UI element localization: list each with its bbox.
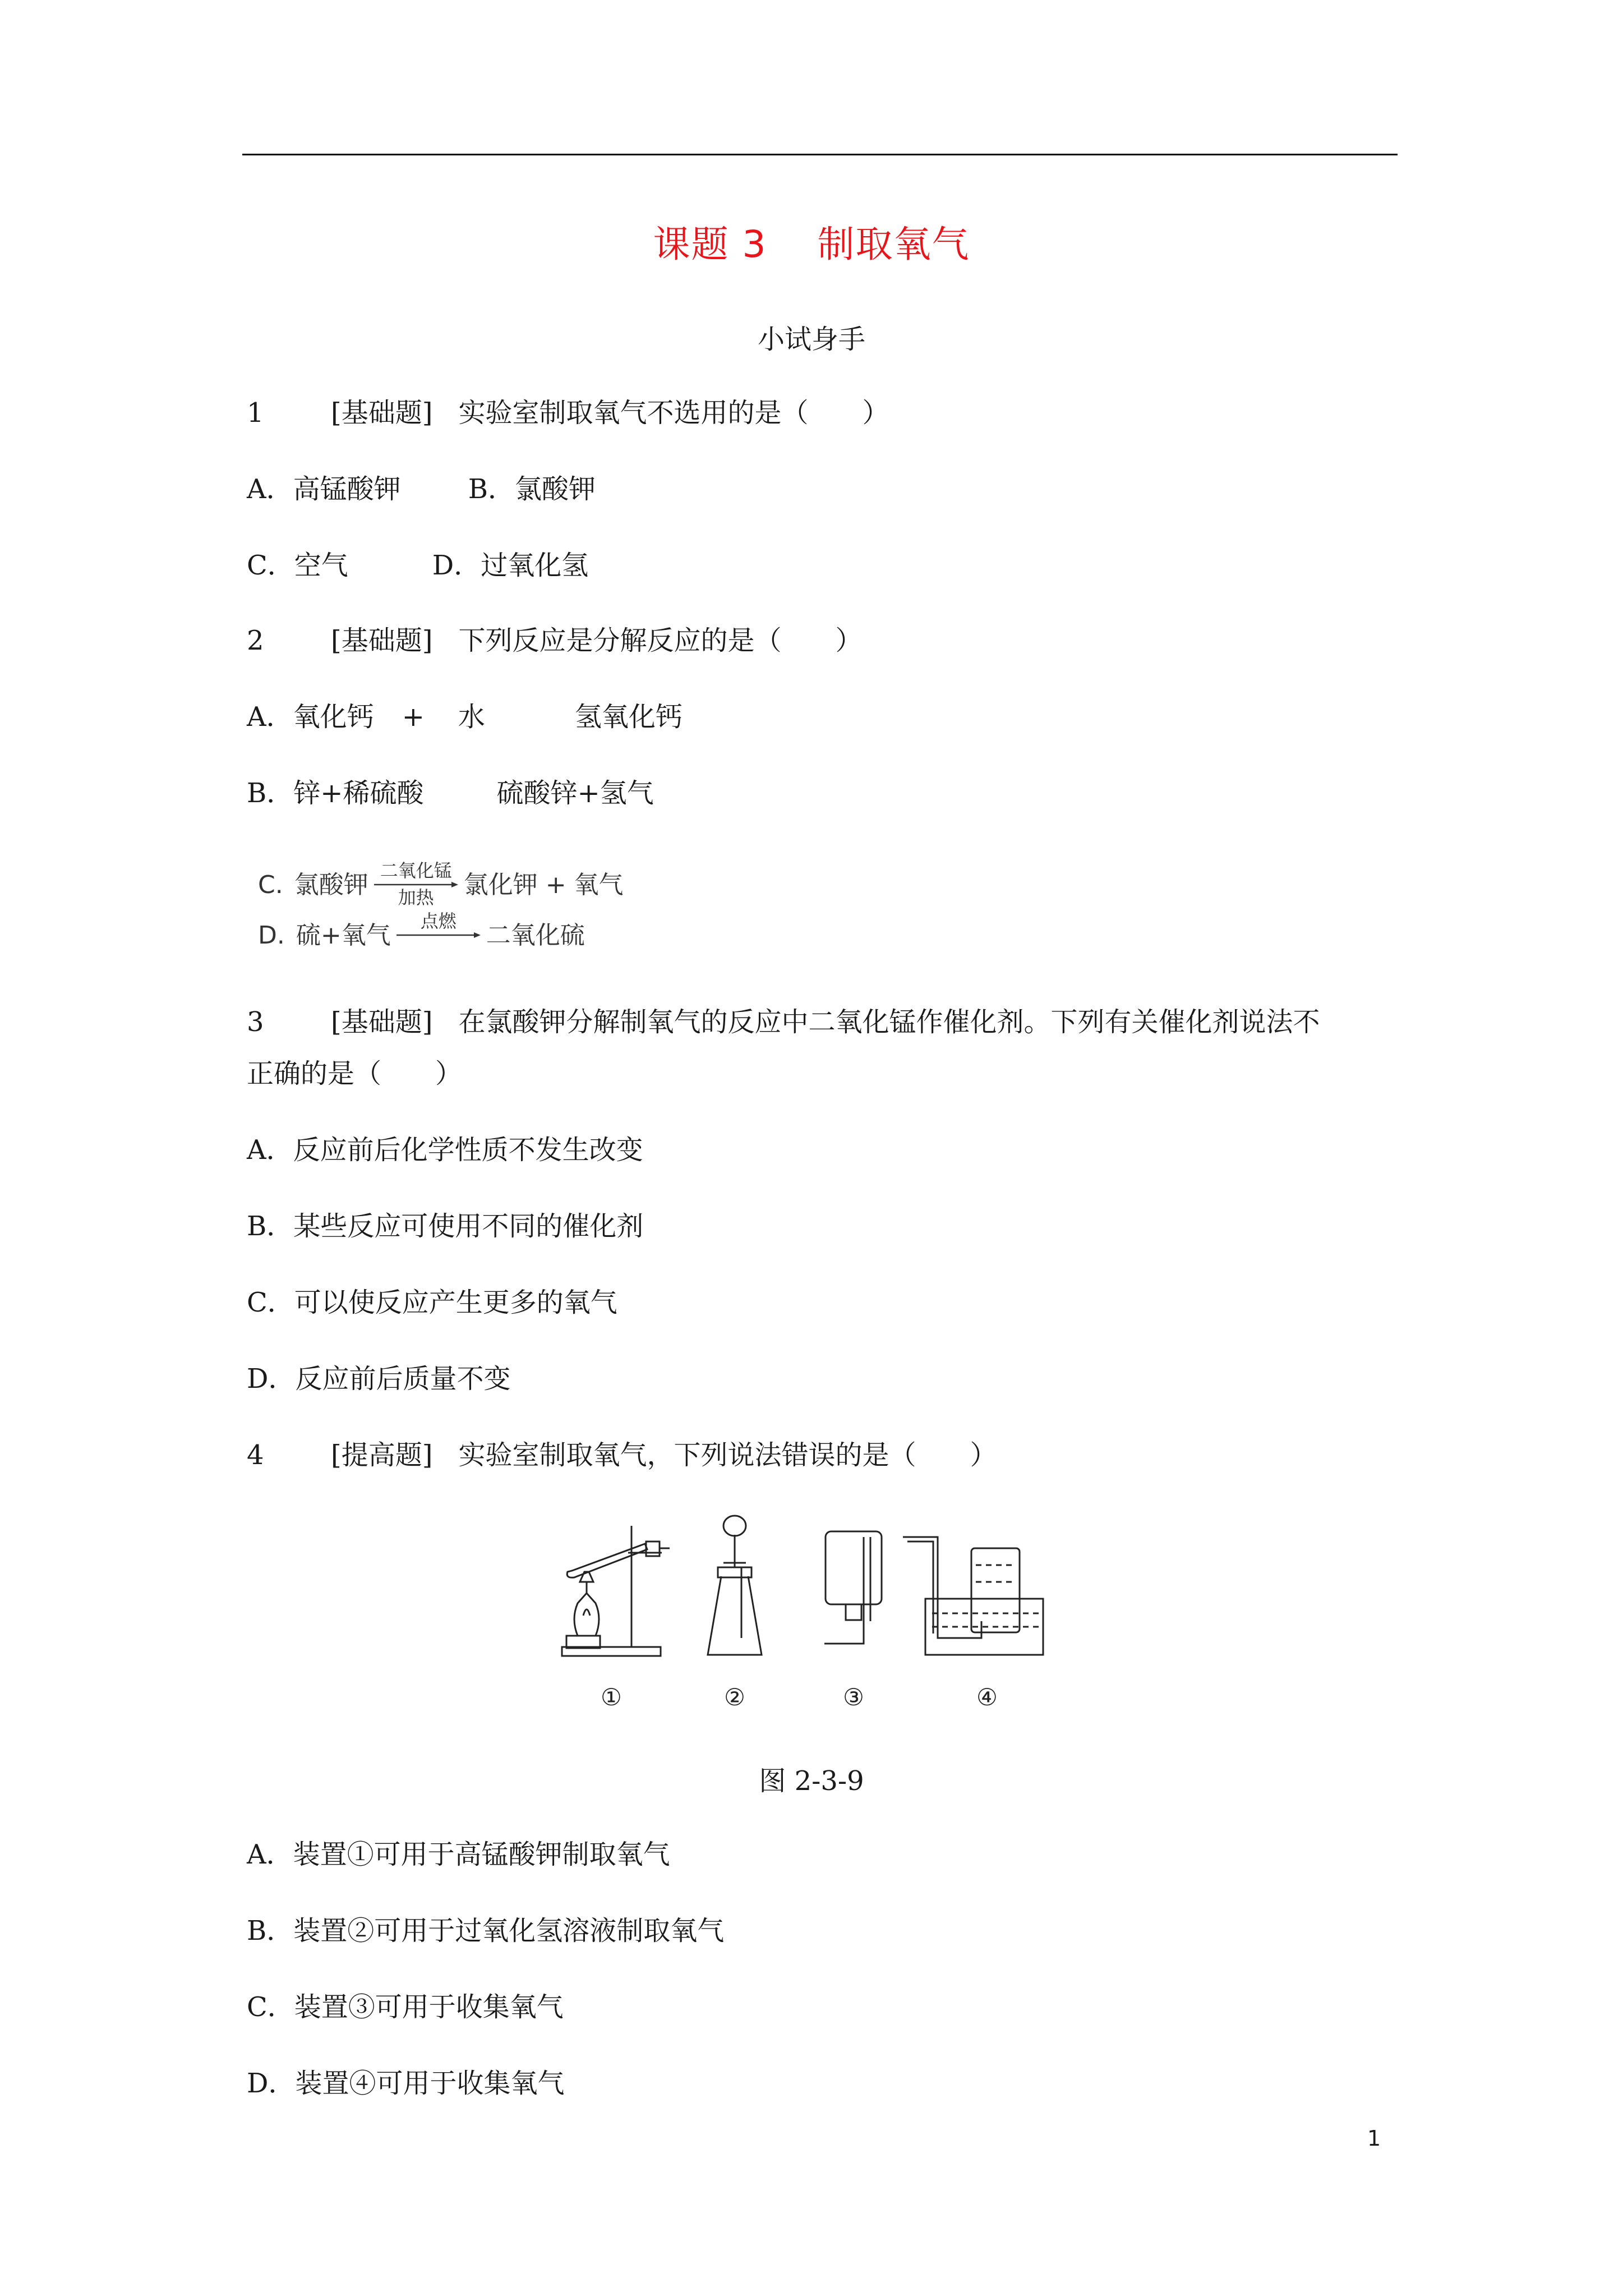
page-title [0, 214, 1623, 268]
plus-sign: + [402, 701, 425, 733]
question-3 [247, 1005, 1320, 1039]
option-label: B． [247, 1915, 294, 1947]
option-label: B． [468, 473, 515, 505]
option-text: 装置②可用于过氧化氢溶液制取氧气 [293, 1915, 725, 1947]
question-2-option-b [247, 776, 654, 810]
option-label: D． [247, 2068, 296, 2099]
question-3-option-c [247, 1286, 617, 1319]
question-4-option-b [247, 1914, 724, 1948]
question-stem: 实验室制取氧气不选用的是（ ） [458, 397, 889, 429]
gas-bottle-icon [824, 1531, 882, 1644]
condition-catalyst: 二氧化锰 [380, 860, 452, 881]
option-text: 装置①可用于高锰酸钾制取氧气 [293, 1839, 670, 1870]
question-3-option-b [247, 1209, 643, 1243]
title-topic: 制取氧气 [817, 223, 970, 266]
option-label: A． [247, 701, 293, 733]
question-3-stem-continued: 正确的是（ ） [247, 1058, 463, 1089]
product: 氢氧化钙 [574, 701, 683, 733]
option-text: 装置④可用于收集氧气 [295, 2068, 565, 2099]
option-label: C． [247, 1991, 294, 2023]
question-tag: [基础题] [331, 397, 433, 429]
question-2 [247, 624, 862, 657]
question-tag: [基础题] [331, 625, 433, 656]
question-4-option-c [247, 1990, 564, 2024]
reactant: 氯酸钾 [294, 871, 368, 899]
option-label: B． [247, 1211, 294, 1242]
question-2-option-d [258, 910, 585, 953]
option-label: C. [258, 871, 283, 899]
figure-label-2: ② [724, 1683, 745, 1711]
reactant: 锌+稀硫酸 [293, 777, 424, 809]
option-text: 氯酸钾 [514, 473, 596, 505]
question-tag: [提高题] [331, 1439, 433, 1471]
apparatus-figure [555, 1509, 1071, 1722]
option-text: 空气 [294, 550, 348, 581]
reactant: 氧化钙 [293, 701, 374, 733]
option-text: 反应前后质量不变 [295, 1363, 511, 1395]
conical-flask-icon [708, 1516, 762, 1655]
option-text: 某些反应可使用不同的催化剂 [293, 1211, 644, 1242]
question-number: 4 [247, 1439, 264, 1471]
section-subtitle: 小试身手 [757, 324, 865, 355]
option-text: 高锰酸钾 [293, 473, 401, 505]
figure-caption: 图 2-3-9 [759, 1765, 864, 1797]
option-label: A． [247, 473, 293, 505]
question-tag: [基础题] [331, 1006, 433, 1038]
reaction-condition [374, 860, 458, 908]
condition-ignite: 点燃 [420, 910, 457, 932]
question-number: 2 [247, 625, 264, 656]
product: 硫酸锌+氢气 [496, 777, 654, 809]
page-number: 1 [1367, 2126, 1381, 2151]
question-number: 1 [247, 397, 264, 429]
option-label: B． [247, 777, 294, 809]
reactant: 硫+氧气 [296, 921, 391, 950]
option-label: D． [432, 550, 481, 581]
figure-label-1: ① [601, 1683, 622, 1711]
question-stem: 下列反应是分解反应的是（ ） [458, 625, 863, 656]
question-4 [247, 1438, 997, 1472]
heating-apparatus-icon [562, 1526, 670, 1656]
question-2-option-a [247, 700, 683, 734]
option-label: A． [247, 1839, 293, 1870]
product: 二氧化硫 [486, 921, 585, 950]
question-3-option-a [247, 1133, 643, 1167]
option-text: 可以使反应产生更多的氧气 [294, 1287, 617, 1318]
option-text: 装置③可用于收集氧气 [294, 1991, 564, 2023]
question-4-option-a [247, 1838, 670, 1871]
header-rule [242, 154, 1398, 155]
reaction-condition [396, 910, 481, 953]
question-2-option-c [258, 860, 624, 908]
figure-label-3: ③ [843, 1683, 864, 1711]
option-label: C． [247, 1287, 294, 1318]
figure-label-4: ④ [976, 1683, 998, 1711]
option-label: C． [247, 550, 294, 581]
question-1-options-row-2 [247, 549, 588, 582]
question-number: 3 [247, 1006, 264, 1038]
question-1 [247, 396, 889, 430]
reactant: 水 [458, 701, 485, 733]
reaction-arrow-icon [396, 932, 481, 938]
question-1-options-row-1 [247, 472, 596, 506]
option-label: A． [247, 1134, 293, 1166]
question-3-option-d [247, 1362, 511, 1396]
condition-heat: 加热 [398, 887, 434, 908]
option-text: 过氧化氢 [481, 550, 589, 581]
water-trough-icon [903, 1537, 1043, 1655]
question-stem-line-1: 在氯酸钾分解制氧气的反应中二氧化锰作催化剂。下列有关催化剂说法不 [458, 1006, 1320, 1038]
option-text: 反应前后化学性质不发生改变 [293, 1134, 643, 1166]
title-lesson: 课题 3 [653, 223, 767, 266]
option-label: D． [247, 1363, 296, 1395]
option-label: D. [258, 921, 285, 950]
question-4-option-d [247, 2067, 565, 2100]
question-stem: 实验室制取氧气，下列说法错误的是（ ） [458, 1439, 997, 1471]
product: 氯化钾 + 氧气 [463, 871, 624, 899]
